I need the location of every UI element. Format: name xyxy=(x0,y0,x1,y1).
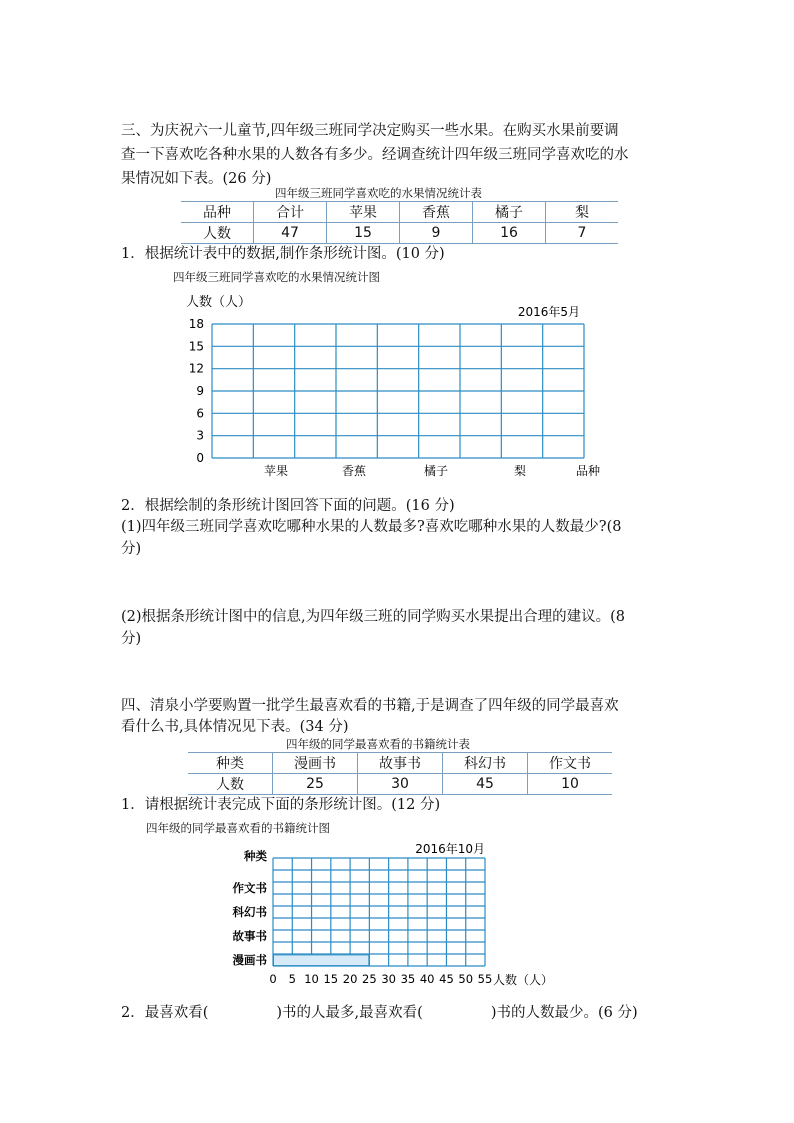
table-cell: 香蕉 xyxy=(400,202,473,223)
section4-intro-line1: 四、清泉小学要购置一批学生最喜欢看的书籍,于是调查了四年级的同学最喜欢 xyxy=(121,698,619,714)
table-cell: 30 xyxy=(358,774,443,795)
x-axis-label: 品种 xyxy=(575,464,601,478)
y-tick-label: 12 xyxy=(188,361,204,376)
table-cell: 15 xyxy=(327,223,400,244)
table-cell: 47 xyxy=(254,223,327,244)
section3-q2-1-line2: 分) xyxy=(121,541,142,557)
y-tick-label: 0 xyxy=(196,451,204,465)
table-cell: 科幻书 xyxy=(443,753,528,774)
section3-q1: 1．根据统计表中的数据,制作条形统计图。(10 分) xyxy=(121,246,445,262)
table-header-row xyxy=(181,202,618,223)
table-cell: 合计 xyxy=(254,202,327,223)
table-cell: 苹果 xyxy=(327,202,400,223)
section4-q2 xyxy=(121,1001,638,1025)
x-tick-label: 5 xyxy=(288,972,296,986)
x-tick-label: 50 xyxy=(458,972,474,986)
section3-q2-2-line2: 分) xyxy=(121,631,142,647)
y-tick-label: 18 xyxy=(188,317,204,331)
section3-intro-line2: 查一下喜欢吃各种水果的人数各有多少。经调查统计四年级三班同学喜欢吃的水 xyxy=(121,147,629,163)
y-tick-label: 3 xyxy=(196,428,204,443)
table-cell: 16 xyxy=(473,223,546,244)
x-category-label: 橘子 xyxy=(423,464,449,478)
table-cell: 梨 xyxy=(546,202,619,223)
table-cell: 品种 xyxy=(181,202,254,223)
x-tick-label: 0 xyxy=(269,972,277,986)
x-tick-label: 15 xyxy=(323,972,339,986)
x-category-label: 苹果 xyxy=(263,464,289,478)
x-tick-label: 10 xyxy=(304,972,319,986)
table-cell: 9 xyxy=(400,223,473,244)
fruit-chart-title: 四年级三班同学喜欢吃的水果情况统计图 xyxy=(173,270,380,284)
table-cell: 作文书 xyxy=(528,753,613,774)
section3-q2-2-line1: (2)根据条形统计图中的信息,为四年级三班的同学购买水果提出合理的建议。(8 xyxy=(121,609,626,625)
section3-q2-1-line1: (1)四年级三班同学喜欢吃哪种水果的人数最多?喜欢吃哪种水果的人数最少?(8 xyxy=(121,519,622,535)
y-tick-label: 6 xyxy=(196,406,204,421)
table-row xyxy=(188,774,612,795)
y-category-label: 科幻书 xyxy=(232,905,267,919)
q2-text-part1: 2．最喜欢看( xyxy=(121,1005,209,1021)
x-category-label: 梨 xyxy=(513,464,527,478)
table-cell: 故事书 xyxy=(358,753,443,774)
y-axis-label: 人数（人） xyxy=(186,295,252,310)
x-tick-label: 25 xyxy=(362,972,377,986)
chart-date: 2016年5月 xyxy=(517,305,580,319)
table-cell: 10 xyxy=(528,774,613,795)
table-row xyxy=(181,223,618,244)
x-tick-label: 55 xyxy=(477,972,493,986)
book-chart-title: 四年级的同学最喜欢看的书籍统计图 xyxy=(146,821,330,835)
y-tick-label: 15 xyxy=(188,339,204,354)
table-cell: 漫画书 xyxy=(273,753,358,774)
x-tick-label: 30 xyxy=(381,972,396,986)
y-category-label: 作文书 xyxy=(232,881,267,895)
x-tick-label: 35 xyxy=(400,972,416,986)
fruit-table-title: 四年级三班同学喜欢吃的水果情况统计表 xyxy=(275,186,482,200)
book-stat-table xyxy=(188,752,612,795)
section3-intro-line3: 果情况如下表。(26 分) xyxy=(121,171,272,187)
book-bar-chart xyxy=(220,838,560,993)
section3-intro-line1: 三、为庆祝六一儿童节,四年级三班同学决定购买一些水果。在购买水果前要调 xyxy=(121,123,619,139)
table-header-row xyxy=(188,753,612,774)
y-category-label: 漫画书 xyxy=(232,953,267,967)
q2-text-part3: )书的人数最少。(6 分) xyxy=(490,1005,638,1021)
section3-q2: 2．根据绘制的条形统计图回答下面的问题。(16 分) xyxy=(121,498,455,514)
x-axis-label: 人数（人） xyxy=(493,973,554,987)
table-cell: 种类 xyxy=(188,753,273,774)
table-cell: 25 xyxy=(273,774,358,795)
section4-intro-line2: 看什么书,具体情况见下表。(34 分) xyxy=(121,719,349,735)
table-cell: 7 xyxy=(546,223,619,244)
x-category-label: 香蕉 xyxy=(341,464,367,478)
x-tick-label: 40 xyxy=(419,972,435,986)
section4-q1: 1．请根据统计表完成下面的条形统计图。(12 分) xyxy=(121,797,441,813)
bar xyxy=(274,955,369,966)
x-tick-label: 45 xyxy=(439,972,454,986)
fruit-bar-chart xyxy=(150,286,630,486)
fruit-stat-table xyxy=(181,201,618,244)
table-cell: 人数 xyxy=(181,223,254,244)
chart-date: 2016年10月 xyxy=(415,842,485,856)
y-category-label: 故事书 xyxy=(232,929,267,943)
table-cell: 橘子 xyxy=(473,202,546,223)
table-cell: 人数 xyxy=(188,774,273,795)
y-tick-label: 9 xyxy=(196,384,204,398)
table-cell: 45 xyxy=(443,774,528,795)
y-axis-label: 种类 xyxy=(244,849,267,863)
book-table-title: 四年级的同学最喜欢看的书籍统计表 xyxy=(286,737,470,751)
x-tick-label: 20 xyxy=(342,972,358,986)
q2-text-part2: )书的人最多,最喜欢看( xyxy=(276,1005,423,1021)
